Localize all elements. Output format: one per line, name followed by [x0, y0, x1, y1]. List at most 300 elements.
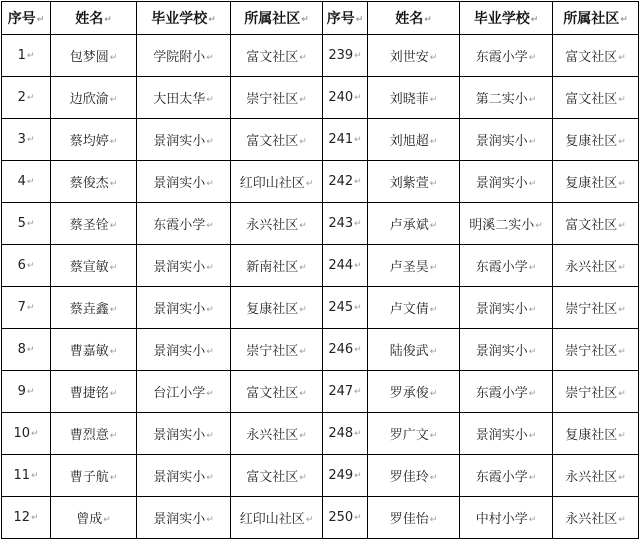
cell-seq-2	[323, 329, 368, 371]
paragraph-mark-icon: ↵	[104, 15, 112, 25]
header-row	[2, 2, 639, 35]
paragraph-mark-icon: ↵	[429, 263, 438, 273]
paragraph-mark-icon: ↵	[299, 431, 307, 441]
cell-text: 蔡宣敏	[69, 260, 109, 275]
paragraph-mark-icon: ↵	[36, 15, 45, 25]
cell-school	[137, 413, 231, 455]
cell-text: 景润实小	[153, 470, 206, 485]
cell-text: 卢文倩	[389, 302, 429, 317]
cell-school	[137, 371, 231, 413]
paragraph-mark-icon: ↵	[109, 305, 118, 315]
cell-school	[137, 245, 231, 287]
cell-name-2	[368, 203, 460, 245]
cell-seq-2	[323, 35, 368, 77]
cell-name	[51, 329, 137, 371]
paragraph-mark-icon: ↵	[299, 473, 307, 483]
cell-school	[137, 77, 231, 119]
cell-school	[137, 455, 231, 497]
cell-text: 1	[17, 48, 26, 63]
cell-text: 罗广文	[389, 428, 429, 443]
cell-text: 刘世安	[389, 50, 429, 65]
paragraph-mark-icon: ↵	[429, 95, 438, 105]
cell-name-2	[368, 245, 460, 287]
paragraph-mark-icon: ↵	[354, 93, 362, 103]
cell-text: 蔡垚鑫	[69, 302, 109, 317]
paragraph-mark-icon: ↵	[109, 263, 118, 273]
cell-text: 曹子航	[69, 470, 109, 485]
header-cell-seq-2: 序号↵	[323, 2, 368, 35]
cell-text: 景润实小	[153, 176, 206, 191]
cell-seq-2	[323, 497, 368, 539]
cell-seq	[2, 77, 51, 119]
cell-name-2	[368, 455, 460, 497]
cell-community	[231, 497, 323, 539]
cell-text: 东霞小学	[153, 218, 206, 233]
table-row	[2, 287, 639, 329]
paragraph-mark-icon: ↵	[299, 263, 307, 273]
cell-text: 景润实小	[475, 428, 528, 443]
paragraph-mark-icon: ↵	[26, 387, 35, 397]
cell-text: 永兴社区	[565, 260, 618, 275]
cell-text: 4	[17, 174, 26, 189]
paragraph-mark-icon: ↵	[103, 515, 111, 525]
cell-text: 东霞小学	[475, 386, 528, 401]
paragraph-mark-icon: ↵	[528, 515, 537, 525]
cell-school	[137, 161, 231, 203]
paragraph-mark-icon: ↵	[206, 347, 214, 357]
paragraph-mark-icon: ↵	[26, 219, 35, 229]
header-cell-name: 姓名↵	[51, 2, 137, 35]
paragraph-mark-icon: ↵	[109, 137, 118, 147]
paragraph-mark-icon: ↵	[528, 473, 537, 483]
paragraph-mark-icon: ↵	[299, 53, 307, 63]
paragraph-mark-icon: ↵	[26, 303, 35, 313]
cell-text: 永兴社区	[246, 428, 299, 443]
paragraph-mark-icon: ↵	[354, 513, 362, 523]
paragraph-mark-icon: ↵	[299, 95, 307, 105]
cell-name-2	[368, 287, 460, 329]
paragraph-mark-icon: ↵	[528, 179, 537, 189]
cell-school-2	[460, 245, 553, 287]
cell-text: 富文社区	[565, 50, 618, 65]
cell-text: 蔡圣铨	[69, 218, 109, 233]
cell-text: 富文社区	[246, 470, 299, 485]
cell-school-2	[460, 119, 553, 161]
cell-seq-2	[323, 455, 368, 497]
cell-text: 罗佳怡	[389, 512, 429, 527]
cell-text: 崇宁社区	[246, 92, 299, 107]
paragraph-mark-icon: ↵	[429, 137, 438, 147]
cell-text: 卢圣昊	[389, 260, 429, 275]
cell-text: 新南社区	[246, 260, 299, 275]
cell-text: 246	[328, 342, 354, 357]
cell-school	[137, 287, 231, 329]
cell-text: 8	[17, 342, 26, 357]
paragraph-mark-icon: ↵	[206, 53, 214, 63]
cell-community-2	[553, 497, 639, 539]
paragraph-mark-icon: ↵	[429, 53, 438, 63]
cell-name	[51, 161, 137, 203]
paragraph-mark-icon: ↵	[355, 15, 364, 25]
paragraph-mark-icon: ↵	[299, 347, 307, 357]
paragraph-mark-icon: ↵	[301, 15, 309, 25]
cell-school-2	[460, 329, 553, 371]
cell-school-2	[460, 77, 553, 119]
paragraph-mark-icon: ↵	[528, 389, 537, 399]
cell-text: 富文社区	[246, 134, 299, 149]
table-row	[2, 161, 639, 203]
cell-community-2	[553, 77, 639, 119]
table-row	[2, 413, 639, 455]
cell-name-2	[368, 35, 460, 77]
paragraph-mark-icon: ↵	[354, 135, 362, 145]
paragraph-mark-icon: ↵	[206, 263, 214, 273]
cell-text: 景润实小	[475, 344, 528, 359]
table-row	[2, 497, 639, 539]
paragraph-mark-icon: ↵	[354, 387, 362, 397]
paragraph-mark-icon: ↵	[618, 347, 626, 357]
cell-name-2	[368, 119, 460, 161]
paragraph-mark-icon: ↵	[206, 431, 214, 441]
cell-text: 明溪二实小	[469, 218, 535, 233]
header-cell-name-2: 姓名↵	[368, 2, 460, 35]
cell-name	[51, 287, 137, 329]
cell-text: 250	[328, 510, 354, 525]
cell-seq-2	[323, 371, 368, 413]
cell-text: 3	[17, 132, 26, 147]
paragraph-mark-icon: ↵	[299, 221, 307, 231]
cell-community	[231, 203, 323, 245]
cell-school	[137, 497, 231, 539]
cell-community-2	[553, 329, 639, 371]
paragraph-mark-icon: ↵	[305, 515, 314, 525]
header-cell-community: 所属社区↵	[231, 2, 323, 35]
cell-text: 曹烈意	[69, 428, 109, 443]
paragraph-mark-icon: ↵	[109, 347, 118, 357]
cell-seq-2	[323, 161, 368, 203]
cell-seq	[2, 161, 51, 203]
cell-text: 永兴社区	[246, 218, 299, 233]
cell-text: 曹捷铭	[69, 386, 109, 401]
cell-text: 崇宁社区	[565, 344, 618, 359]
paragraph-mark-icon: ↵	[530, 15, 539, 25]
cell-name	[51, 497, 137, 539]
cell-seq	[2, 329, 51, 371]
paragraph-mark-icon: ↵	[618, 263, 626, 273]
paragraph-mark-icon: ↵	[299, 305, 307, 315]
cell-school-2	[460, 497, 553, 539]
cell-name	[51, 35, 137, 77]
paragraph-mark-icon: ↵	[618, 221, 626, 231]
cell-community-2	[553, 35, 639, 77]
cell-school	[137, 203, 231, 245]
paragraph-mark-icon: ↵	[429, 389, 438, 399]
paragraph-mark-icon: ↵	[528, 347, 537, 357]
cell-community-2	[553, 371, 639, 413]
cell-school-2	[460, 35, 553, 77]
cell-text: 罗承俊	[389, 386, 429, 401]
cell-text: 富文社区	[565, 92, 618, 107]
cell-text: 东霞小学	[475, 50, 528, 65]
cell-community-2	[553, 287, 639, 329]
cell-text: 249	[328, 468, 354, 483]
cell-text: 景润实小	[475, 134, 528, 149]
cell-text: 蔡均婷	[69, 134, 109, 149]
paragraph-mark-icon: ↵	[429, 347, 438, 357]
cell-text: 崇宁社区	[565, 302, 618, 317]
cell-text: 239	[328, 48, 354, 63]
cell-text: 永兴社区	[565, 470, 618, 485]
paragraph-mark-icon: ↵	[618, 515, 626, 525]
cell-seq	[2, 413, 51, 455]
paragraph-mark-icon: ↵	[31, 513, 39, 523]
student-roster-table	[1, 1, 639, 539]
cell-text: 景润实小	[153, 428, 206, 443]
cell-text: 永兴社区	[565, 512, 618, 527]
paragraph-mark-icon: ↵	[528, 95, 537, 105]
cell-name-2	[368, 77, 460, 119]
cell-community	[231, 77, 323, 119]
paragraph-mark-icon: ↵	[206, 473, 214, 483]
paragraph-mark-icon: ↵	[26, 135, 35, 145]
cell-text: 富文社区	[246, 386, 299, 401]
table-row	[2, 245, 639, 287]
cell-text: 刘紫萱	[389, 176, 429, 191]
cell-community	[231, 371, 323, 413]
cell-text: 包梦圆	[69, 50, 109, 65]
paragraph-mark-icon: ↵	[618, 137, 626, 147]
cell-community-2	[553, 203, 639, 245]
cell-school	[137, 329, 231, 371]
paragraph-mark-icon: ↵	[354, 177, 362, 187]
cell-text: 244	[328, 258, 354, 273]
cell-text: 景润实小	[153, 260, 206, 275]
paragraph-mark-icon: ↵	[206, 137, 214, 147]
cell-text: 5	[17, 216, 26, 231]
paragraph-mark-icon: ↵	[618, 53, 626, 63]
header-cell-school-2: 毕业学校↵	[460, 2, 553, 35]
cell-seq-2	[323, 245, 368, 287]
cell-text: 刘晓菲	[389, 92, 429, 107]
cell-name	[51, 455, 137, 497]
paragraph-mark-icon: ↵	[618, 473, 626, 483]
paragraph-mark-icon: ↵	[109, 389, 118, 399]
cell-text: 富文社区	[565, 218, 618, 233]
cell-text: 中村小学	[475, 512, 528, 527]
cell-text: 245	[328, 300, 354, 315]
paragraph-mark-icon: ↵	[354, 471, 362, 481]
header-cell-community-2: 所属社区↵	[553, 2, 639, 35]
cell-community-2	[553, 119, 639, 161]
paragraph-mark-icon: ↵	[206, 389, 214, 399]
cell-name	[51, 77, 137, 119]
cell-seq-2	[323, 413, 368, 455]
cell-name	[51, 371, 137, 413]
cell-text: 复康社区	[565, 176, 618, 191]
cell-text: 罗佳玲	[389, 470, 429, 485]
cell-seq-2	[323, 77, 368, 119]
paragraph-mark-icon: ↵	[429, 221, 438, 231]
cell-school-2	[460, 455, 553, 497]
table-row	[2, 203, 639, 245]
paragraph-mark-icon: ↵	[429, 179, 438, 189]
paragraph-mark-icon: ↵	[429, 305, 438, 315]
cell-seq	[2, 203, 51, 245]
cell-community	[231, 119, 323, 161]
paragraph-mark-icon: ↵	[26, 261, 35, 271]
cell-text: 曾成	[76, 512, 103, 527]
cell-text: 7	[17, 300, 26, 315]
paragraph-mark-icon: ↵	[354, 345, 362, 355]
cell-text: 边欣渝	[69, 92, 109, 107]
paragraph-mark-icon: ↵	[618, 179, 626, 189]
cell-text: 卢承斌	[389, 218, 429, 233]
table-row	[2, 329, 639, 371]
cell-text: 崇宁社区	[565, 386, 618, 401]
paragraph-mark-icon: ↵	[31, 429, 39, 439]
cell-text: 大田太华	[153, 92, 206, 107]
cell-seq	[2, 35, 51, 77]
cell-text: 蔡俊杰	[69, 176, 109, 191]
cell-text: 景润实小	[475, 176, 528, 191]
cell-seq-2	[323, 287, 368, 329]
table-row	[2, 455, 639, 497]
paragraph-mark-icon: ↵	[354, 261, 362, 271]
paragraph-mark-icon: ↵	[620, 15, 628, 25]
cell-community	[231, 35, 323, 77]
cell-seq	[2, 287, 51, 329]
paragraph-mark-icon: ↵	[26, 51, 35, 61]
cell-text: 景润实小	[153, 134, 206, 149]
cell-community-2	[553, 455, 639, 497]
cell-school-2	[460, 413, 553, 455]
cell-community	[231, 455, 323, 497]
cell-name	[51, 413, 137, 455]
cell-community	[231, 161, 323, 203]
cell-seq	[2, 371, 51, 413]
table-row	[2, 119, 639, 161]
cell-text: 景润实小	[153, 302, 206, 317]
cell-name-2	[368, 161, 460, 203]
cell-seq-2	[323, 203, 368, 245]
paragraph-mark-icon: ↵	[528, 53, 537, 63]
cell-text: 248	[328, 426, 354, 441]
cell-school-2	[460, 287, 553, 329]
paragraph-mark-icon: ↵	[206, 515, 214, 525]
cell-seq	[2, 119, 51, 161]
cell-text: 复康社区	[565, 428, 618, 443]
paragraph-mark-icon: ↵	[354, 219, 362, 229]
roster-body	[2, 35, 639, 539]
cell-school-2	[460, 371, 553, 413]
paragraph-mark-icon: ↵	[535, 221, 543, 231]
paragraph-mark-icon: ↵	[528, 305, 537, 315]
paragraph-mark-icon: ↵	[299, 137, 307, 147]
cell-seq	[2, 455, 51, 497]
cell-name	[51, 245, 137, 287]
cell-text: 9	[17, 384, 26, 399]
cell-text: 东霞小学	[475, 260, 528, 275]
cell-text: 第二实小	[475, 92, 528, 107]
cell-text: 景润实小	[153, 344, 206, 359]
paragraph-mark-icon: ↵	[354, 51, 362, 61]
cell-text: 台江小学	[153, 386, 206, 401]
paragraph-mark-icon: ↵	[109, 473, 118, 483]
cell-text: 241	[328, 132, 354, 147]
cell-school-2	[460, 203, 553, 245]
cell-text: 243	[328, 216, 354, 231]
cell-community-2	[553, 245, 639, 287]
paragraph-mark-icon: ↵	[26, 93, 35, 103]
cell-name-2	[368, 413, 460, 455]
cell-text: 崇宁社区	[246, 344, 299, 359]
cell-school	[137, 35, 231, 77]
paragraph-mark-icon: ↵	[528, 431, 537, 441]
cell-text: 242	[328, 174, 354, 189]
cell-school-2	[460, 161, 553, 203]
cell-text: 6	[17, 258, 26, 273]
cell-community	[231, 413, 323, 455]
paragraph-mark-icon: ↵	[305, 179, 314, 189]
cell-text: 景润实小	[475, 302, 528, 317]
cell-text: 12	[13, 510, 30, 525]
paragraph-mark-icon: ↵	[528, 137, 537, 147]
cell-text: 红印山社区	[239, 512, 305, 527]
cell-text: 240	[328, 90, 354, 105]
paragraph-mark-icon: ↵	[109, 221, 118, 231]
paragraph-mark-icon: ↵	[618, 305, 626, 315]
header-cell-seq: 序号↵	[2, 2, 51, 35]
cell-name-2	[368, 329, 460, 371]
cell-community	[231, 287, 323, 329]
paragraph-mark-icon: ↵	[299, 389, 307, 399]
paragraph-mark-icon: ↵	[26, 177, 35, 187]
cell-community	[231, 245, 323, 287]
paragraph-mark-icon: ↵	[206, 305, 214, 315]
paragraph-mark-icon: ↵	[206, 95, 214, 105]
cell-seq	[2, 245, 51, 287]
cell-name-2	[368, 371, 460, 413]
table-row	[2, 35, 639, 77]
paragraph-mark-icon: ↵	[109, 53, 118, 63]
cell-community-2	[553, 161, 639, 203]
paragraph-mark-icon: ↵	[26, 345, 35, 355]
cell-seq	[2, 497, 51, 539]
paragraph-mark-icon: ↵	[354, 303, 362, 313]
cell-community	[231, 329, 323, 371]
cell-text: 陆俊武	[389, 344, 429, 359]
paragraph-mark-icon: ↵	[429, 473, 438, 483]
paragraph-mark-icon: ↵	[429, 515, 438, 525]
paragraph-mark-icon: ↵	[429, 431, 438, 441]
cell-name-2	[368, 497, 460, 539]
paragraph-mark-icon: ↵	[109, 431, 118, 441]
cell-text: 10	[13, 426, 30, 441]
paragraph-mark-icon: ↵	[528, 263, 537, 273]
cell-text: 2	[17, 90, 26, 105]
cell-text: 东霞小学	[475, 470, 528, 485]
paragraph-mark-icon: ↵	[206, 179, 214, 189]
cell-text: 曹嘉敏	[69, 344, 109, 359]
paragraph-mark-icon: ↵	[31, 471, 39, 481]
table-row	[2, 77, 639, 119]
paragraph-mark-icon: ↵	[618, 389, 626, 399]
cell-text: 复康社区	[246, 302, 299, 317]
cell-seq-2	[323, 119, 368, 161]
cell-text: 11	[13, 468, 30, 483]
header-cell-school: 毕业学校↵	[137, 2, 231, 35]
cell-text: 刘旭超	[389, 134, 429, 149]
